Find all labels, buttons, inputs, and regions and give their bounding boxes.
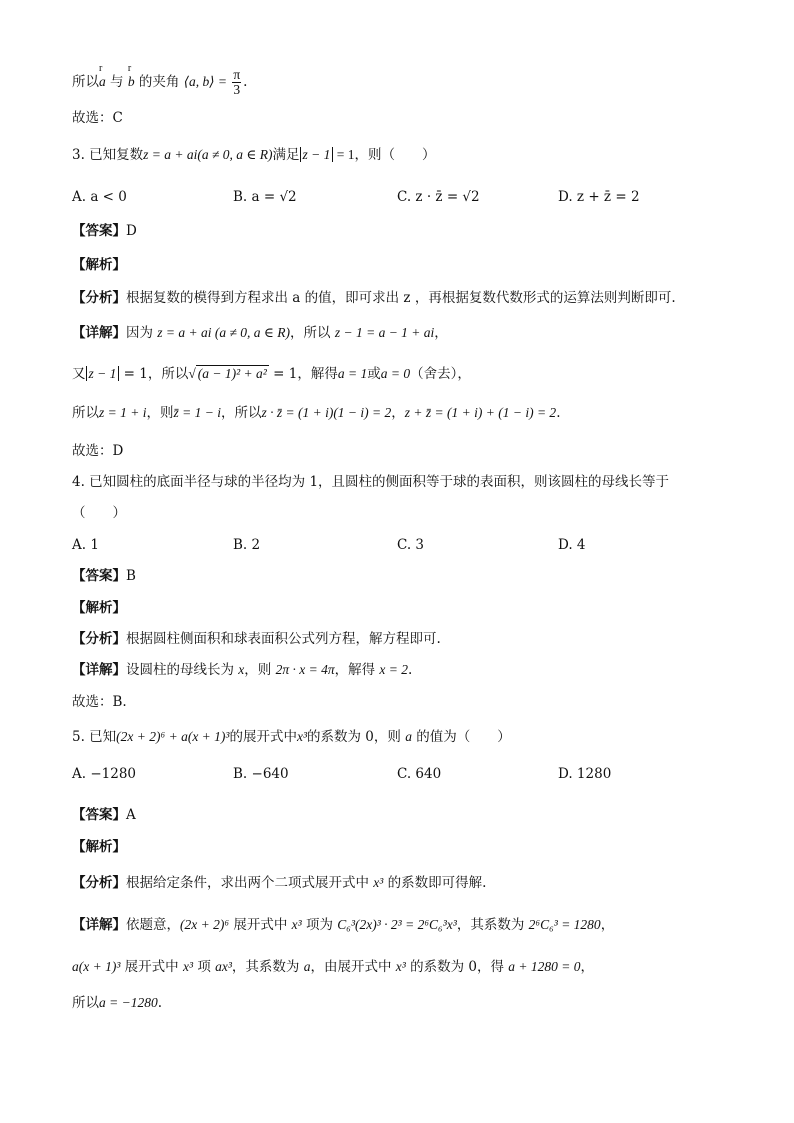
math-abs: z − 1 xyxy=(86,366,120,381)
math: z = 1 + i xyxy=(99,405,147,420)
answer-tag: 【答案】 xyxy=(72,223,126,239)
q4-option-a: A. 1 xyxy=(72,537,99,553)
question-number: 3. 已知复数 xyxy=(72,147,144,163)
math: x³ xyxy=(373,875,384,890)
choice-3: 故选：D xyxy=(72,443,124,459)
q5-option-b: B. −640 xyxy=(233,766,289,782)
q4-option-c: C. 3 xyxy=(397,537,425,553)
text: ，则 xyxy=(146,405,174,421)
text: = 1，所以 xyxy=(119,366,189,382)
analysis-5 xyxy=(72,873,486,893)
text: ， xyxy=(391,405,405,421)
answer-5 xyxy=(72,805,136,825)
text: ， xyxy=(600,917,615,933)
math: a xyxy=(303,959,311,974)
choice-4: 故选：B. xyxy=(72,694,127,710)
math: 2π · x = 4π xyxy=(275,662,335,677)
text: ，所以 xyxy=(290,325,335,341)
text: ，其系数为 xyxy=(231,959,304,975)
text: 展开式中 xyxy=(229,917,292,933)
analysis-4 xyxy=(72,629,441,649)
detail-5-line1 xyxy=(72,915,614,935)
analysis-3 xyxy=(72,288,676,308)
text: 的值为（ ） xyxy=(411,729,511,745)
detail-5-line2 xyxy=(72,957,594,977)
answer-4 xyxy=(72,566,136,586)
math: a xyxy=(405,729,412,744)
analysis-heading-4: 【解析】 xyxy=(72,600,126,616)
answer-choice-line: 故选：C xyxy=(72,110,123,126)
question-4-line1: 4. 已知圆柱的底面半径与球的半径均为 1，且圆柱的侧面积等于球的表面积，则该圆柱的母线长等于 xyxy=(72,474,670,490)
math: (a ≠ 0, a ∈ R) xyxy=(197,147,273,162)
q3-option-c: C. z · z̄ = √2 xyxy=(397,189,480,205)
analysis-tag: 【分析】 xyxy=(72,875,126,891)
text: 设圆柱的母线长为 xyxy=(126,662,239,678)
text: 根据给定条件，求出两个二项式展开式中 xyxy=(126,875,374,891)
q3-option-b: B. a = √2 xyxy=(233,189,297,205)
analysis-tag: 【分析】 xyxy=(72,631,126,647)
detail-tag: 【详解】 xyxy=(72,917,126,933)
math: 2⁶C₆³ = 1280 xyxy=(528,917,601,932)
text: . xyxy=(556,405,561,421)
question-4-line2: （ ） xyxy=(72,505,126,521)
text: 因为 xyxy=(126,325,158,341)
q5-option-a: A. −1280 xyxy=(72,766,136,782)
math: (2x + 2)⁶ + a(x + 1)³ xyxy=(116,729,230,744)
text: 又 xyxy=(72,366,86,382)
q4-option-d: D. 4 xyxy=(558,537,586,553)
fraction-pi-over-3: $\frac{\pi}{3}$ xyxy=(233,67,241,97)
detail-tag: 【详解】 xyxy=(72,325,126,341)
math: a = 1 xyxy=(337,366,368,381)
math: z · z̄ = (1 + i)(1 − i) = 2 xyxy=(261,405,392,420)
text: ，其系数为 xyxy=(456,917,529,933)
detail-tag: 【详解】 xyxy=(72,662,126,678)
math: a = 0 xyxy=(380,366,411,381)
detail-3-line1 xyxy=(72,323,448,343)
text: 的夹角 xyxy=(134,74,184,90)
vector-b: r b xyxy=(127,63,135,89)
text: 的展开式中 xyxy=(229,729,297,745)
analysis-heading-3: 【解析】 xyxy=(72,257,126,273)
math: x³ xyxy=(296,729,308,744)
text: = 1，解得 xyxy=(268,366,338,382)
q5-option-d: D. 1280 xyxy=(558,766,612,782)
detail-3-line3 xyxy=(72,403,560,423)
text: ，所以 xyxy=(220,405,262,421)
math: = 1 xyxy=(333,147,355,162)
math: x³ xyxy=(395,959,406,974)
conclusion-angle-line xyxy=(72,63,248,97)
text: ，由展开式中 xyxy=(310,959,396,975)
math: z̄ = 1 − i xyxy=(173,405,221,420)
text: 满足 xyxy=(272,147,300,163)
text: . xyxy=(243,74,248,90)
detail-5-line3 xyxy=(72,993,162,1013)
text: 的系数即可得解. xyxy=(383,875,487,891)
text: 的系数为 0，得 xyxy=(405,959,509,975)
math: C₆³(2x)³ · 2³ = 2⁶C₆³x³ xyxy=(337,917,457,932)
math: a + 1280 = 0 xyxy=(508,959,581,974)
text: 所以 xyxy=(72,74,99,90)
answer-value: B xyxy=(126,568,136,584)
q3-option-a: A. a < 0 xyxy=(72,189,127,205)
text: 根据圆柱侧面积和球表面积公式列方程，解方程即可. xyxy=(126,631,441,647)
math: a = −1280 xyxy=(99,995,158,1010)
q3-option-d: D. z + z̄ = 2 xyxy=(558,189,640,205)
math: z + z̄ = (1 + i) + (1 − i) = 2 xyxy=(404,405,557,420)
answer-3 xyxy=(72,221,137,241)
math-abs: z − 1 xyxy=(300,147,334,162)
text: 5. 已知 xyxy=(72,729,117,745)
text: . xyxy=(408,662,413,678)
math: (2x + 2)⁶ xyxy=(180,917,230,932)
math: z = a + ai (a ≠ 0, a ∈ R) xyxy=(157,325,291,340)
analysis-heading-5: 【解析】 xyxy=(72,839,126,855)
question-5 xyxy=(72,727,511,747)
text: 与 xyxy=(105,74,128,90)
question-3 xyxy=(72,145,436,165)
math: ax³ xyxy=(215,959,232,974)
vector-a: r a xyxy=(99,63,106,89)
text: 的系数为 0，则 xyxy=(307,729,406,745)
answer-value: D xyxy=(126,223,137,239)
math: x = 2 xyxy=(379,662,409,677)
text: . xyxy=(157,995,163,1011)
detail-3-line2 xyxy=(72,364,471,384)
angle-expression: ⟨a, b⟩ = xyxy=(183,74,231,89)
text: 项为 xyxy=(301,917,338,933)
detail-4 xyxy=(72,660,412,680)
text: 依题意， xyxy=(126,917,180,933)
text: 或 xyxy=(367,366,381,382)
text: 展开式中 xyxy=(120,959,183,975)
text: ，则 xyxy=(244,662,276,678)
math: x³ xyxy=(182,959,194,974)
math: x³ xyxy=(291,917,302,932)
text: 项 xyxy=(193,959,216,975)
math: z = a + ai xyxy=(143,147,198,162)
text: ， xyxy=(580,959,595,975)
q4-option-b: B. 2 xyxy=(233,537,261,553)
q5-option-c: C. 640 xyxy=(397,766,442,782)
text: （舍去）， xyxy=(410,366,471,382)
math: a(x + 1)³ xyxy=(72,959,121,974)
answer-value: A xyxy=(126,807,136,823)
math: z − 1 = a − 1 + ai xyxy=(334,325,435,340)
text: 所以 xyxy=(72,405,99,421)
text: ，则（ ） xyxy=(354,147,436,163)
text: 所以 xyxy=(72,995,99,1011)
answer-tag: 【答案】 xyxy=(72,807,126,823)
math: x xyxy=(238,662,245,677)
analysis-tag: 【分析】 xyxy=(72,290,126,306)
sqrt-expression: √ (a − 1)² + a² xyxy=(188,366,267,381)
text: ，解得 xyxy=(334,662,380,678)
text: 根据复数的模得到方程求出 a 的值，即可求出 z ，再根据复数代数形式的运算法则判断即可. xyxy=(126,290,676,306)
text: ， xyxy=(434,325,448,341)
answer-tag: 【答案】 xyxy=(72,568,126,584)
